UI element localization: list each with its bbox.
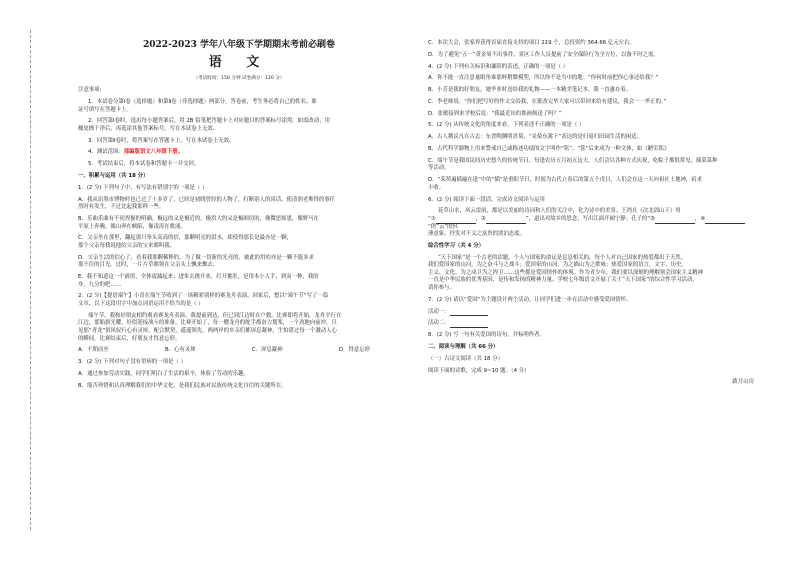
q4-option-d: D．张敏接到来学校后说：“我最近出的拙画烦送了吗？”: [428, 110, 562, 117]
question-7: 7．(2 分) 请以“爱国”为主题设计两个活动，让同学们进一步在活动中感受爱国情怀。: [428, 296, 632, 303]
subsection-1-instruction: 阅读下面的诗歌，完成 9~10 题。（4 分）: [428, 367, 530, 374]
q4-option-a: A．你不能一直注意量眼角谁那杯稍微模型，所以你不是当中的地：“你何时前把你心事还给我？”: [428, 75, 659, 82]
blank-4[interactable]: [705, 217, 745, 224]
section-2-heading: 二、阅读与理解（共 66 分）: [428, 343, 499, 350]
q2-options: [78, 347, 400, 355]
section-1-heading: 一、积累与运用（共 18 分）: [78, 173, 149, 180]
q1-option-d: D．父亲生活的信心了，看着我那颗稀释的，为了做一切新的光亮的，被此的用的亦是一颗不能多求 那不住的目光。过时，一片片草都领在父亲头上飘来飘去。: [78, 254, 314, 269]
q2-option: D．得意忘形: [338, 347, 370, 354]
question-6: 6．(2 分) 阅读下面一段话，完成诗文阅读与运用: [428, 196, 545, 203]
activity-2-blank[interactable]: [450, 321, 488, 328]
comprehensive-passage: “天下国家”是一个古老的话题，个人与国家的命运是息息相关的，每个人对自己国家的热爱都出于天然。 我们爱国家的山河，为之奋斗与之战斗；爱国家的山河，为之描山为之歌咏；热爱国家的语言，文字、历史， 主义、文化、为之戍卫为之捍卫……这些都是爱国情怀的体现。作为青少年，我们要以深刻的理解领会国家主义精神 一直是中华民族的优秀基因，是传和发扬的精神力量。学校七年级语文开展了关于“天下国家”的综合性学习活动， 请你参与。: [428, 254, 703, 292]
question-8: 8．(2 分) 写一句有关爱国的诗句，并标明作者。: [428, 332, 545, 339]
q2-option: C．屏息凝神: [251, 347, 283, 354]
subject-title: 语 文: [208, 55, 270, 71]
blank-1[interactable]: [436, 217, 476, 224]
subsection-1-heading: （一）古诗文阅读（共 18 分）: [428, 355, 503, 362]
q1-option-b: B．乐曲乐曲有不同捏握的明确，极远的又是极近的，极洪大的又是极细切的，像微思烦恩，像野马在 平原上奔腾，像山奔在峡陷，像凌涛在歌涌。: [78, 215, 319, 230]
q3-option-b: B．能否珍惜和认真理解我们的中华文化，是我们民族对民族传统文化自信的关键所在。: [78, 382, 287, 389]
binding-margin: [30, 30, 49, 530]
q1-option-a: A．我从识黑市博物时也已过了十多岁了，已经是初晓曾经的人物了，打断别人的谈话，使清润老堆得的事任 然时有发生，不过比起我那样一些。: [78, 196, 336, 211]
exam-title: 2022-2023 学年八年级下学期期末考前必刷卷: [143, 40, 335, 50]
note-2: 2．回答第Ⅰ卷时，选出每小题答案后，用 2B 铅笔把答题卡上对应题目的答案标号涂黑。如需改动，用 橡皮擦干净后，再选涂其他答案标号。写在本试卷上无效。: [78, 118, 330, 132]
q3-option-d: D．为了避免“五一”黄金周不出事件，景区工作人员提前了安全保险行为全方位，以备不时之需。: [428, 51, 659, 58]
q4-option-b: B．小芳是我的好朋友，她毕业时送给我的礼物——一本精美笔记本，我一直惠存着。: [428, 87, 632, 94]
q6-passage: 花草山水，风云雷雨，都是以美丽的诗词和人们的关注中，化为诗中的美景。王湾在《次北固山下》用 “① ，② ”，道出对故乡的思念；写出江面开阔宁静；孔子的“③ ，④”借“云”的轻 薄意象，抒发对不义之富贵的淡泊态度。: [428, 208, 754, 238]
question-3: 3．(2 分) 下列对句子没有语病的一项是（ ）: [78, 359, 186, 366]
q5-option-a: A．古人撰议凡在古志：东晋陶渊明喜菊，“采菊东篱下”表达的是归返归田园生活的闲适。: [428, 134, 643, 141]
notes-heading: 注意事项:: [78, 87, 102, 94]
note-3: 3．回答第Ⅱ卷时，将答案写在答题卡上。写在本试卷上无效。: [88, 137, 235, 144]
question-4: 4．(2 分) 下列有关标识和谦辞的表述，正确的一项是（ ）: [428, 63, 569, 70]
question-2: 2．(2 分)【提语端午】小青在端午节收到了一场精彩别样的赛龙舟表演，回家后，想以“端午节”写了一篇 文章，以下这段用字中加点词语运用不恰当的是（ ）: [78, 293, 329, 308]
q2-option: A．不期而至: [78, 347, 109, 354]
q1-option-c: C．父亲坐在那里，翻起那只拳头高高的信，那颗明亮的泪水，却使得那长是最亦是一颗， 那个父亲每我说他给父亲的宝来都叫我。: [78, 235, 292, 249]
right-column: [428, 40, 754, 391]
left-column: [78, 40, 400, 395]
question-5: 5．(2 分) 从传统文化的角度来看，下列表述不正确的一项是（ ）: [428, 122, 585, 129]
note-4: 4．测试范围：部编版语文八年级下册。: [88, 149, 184, 156]
exam-meta: （考试时间：150 分钟 试卷满分：120 分）: [193, 76, 285, 82]
q5-option-b: B．古代科学器物上用来警戒自己或称述功绩的文字叫作“铭”，“铭”后来成为一种文体，如《陋室铭》: [428, 146, 670, 153]
q2-option: B．心有灵犀: [164, 347, 196, 354]
note-5: 5．考试结束后，将本试卷和答题卡一并交回。: [88, 161, 200, 168]
test-scope: 部编版语文八年级下册。: [123, 149, 184, 156]
poem-title: 跋月山房: [732, 379, 754, 386]
q3-option-a: A．通过参加劳动实践，同学们明白了生活的艰辛，体验了劳动的乐趣。: [78, 370, 249, 377]
q2-passage: 端午节，我和好朋友相约观看赛龙舟表演。我提前到达，但已到江边时在户数。比赛即将开始，龙舟平行在 江边，那船旗光耀，好似迎接战斗的准备。比赛开始了，每一艘龙舟的舵手都奋力划桨，一个劲地向前冲，只 见那“青龙”似风驭行心有灵犀，配合默契，遥遥领先。两两岸的乡亲们都屏息凝神，生怕错过每一个激动人心 的瞬间。比赛结束后，好朋友才得意忘形。: [78, 312, 342, 342]
activity-1-blank[interactable]: [450, 309, 488, 316]
q3-option-c: C．本次大会，张家界获得首届直接支持的项目 219 个，总投资约 364.66 亿元左右。: [428, 40, 635, 46]
q1-option-e: E．我不知道这一个霹雳，全体震滅起来；进朱去挑开来，打开挑肚，是用本小人手，到而一种，我的 身，九分的吧……: [78, 274, 319, 288]
blank-3[interactable]: [655, 217, 695, 224]
question-1: 1．(2 分) 下列句子中，有写法有错别字的一项是（ ）: [78, 184, 208, 191]
activity-2: 活动二：: [428, 320, 754, 328]
comprehensive-heading: 综合性学习（共 4 分）: [428, 242, 485, 249]
note-1: 1．本试卷分第Ⅰ卷（选择题）和第Ⅱ卷（非选择题）两部分。答卷前，考生务必将自己的姓名、准 证号填写在答题卡上。: [78, 98, 317, 113]
q5-option-d: D．“茱萸遍插遍在逢”中的“插”是重阳节日，时间为古代立春后的第五个戊日，人们会在这一天向祖社土地神，祈求 丰收。: [428, 177, 703, 191]
q5-option-c: C．端午节是我国民间历史悠久的传统节日，每逢农历五月初五这天，人们会以各种方式庆祝，吃粽子都很常见，插菜菜种 等活动。: [428, 157, 718, 172]
q4-option-c: C．李老师说：“你们把写好的作文交给我，在批改完毕大家可以带回来给有建议，我会一一斧正的。”: [428, 98, 667, 105]
blank-2[interactable]: [486, 217, 526, 224]
activity-1: 活动一：: [428, 309, 754, 317]
